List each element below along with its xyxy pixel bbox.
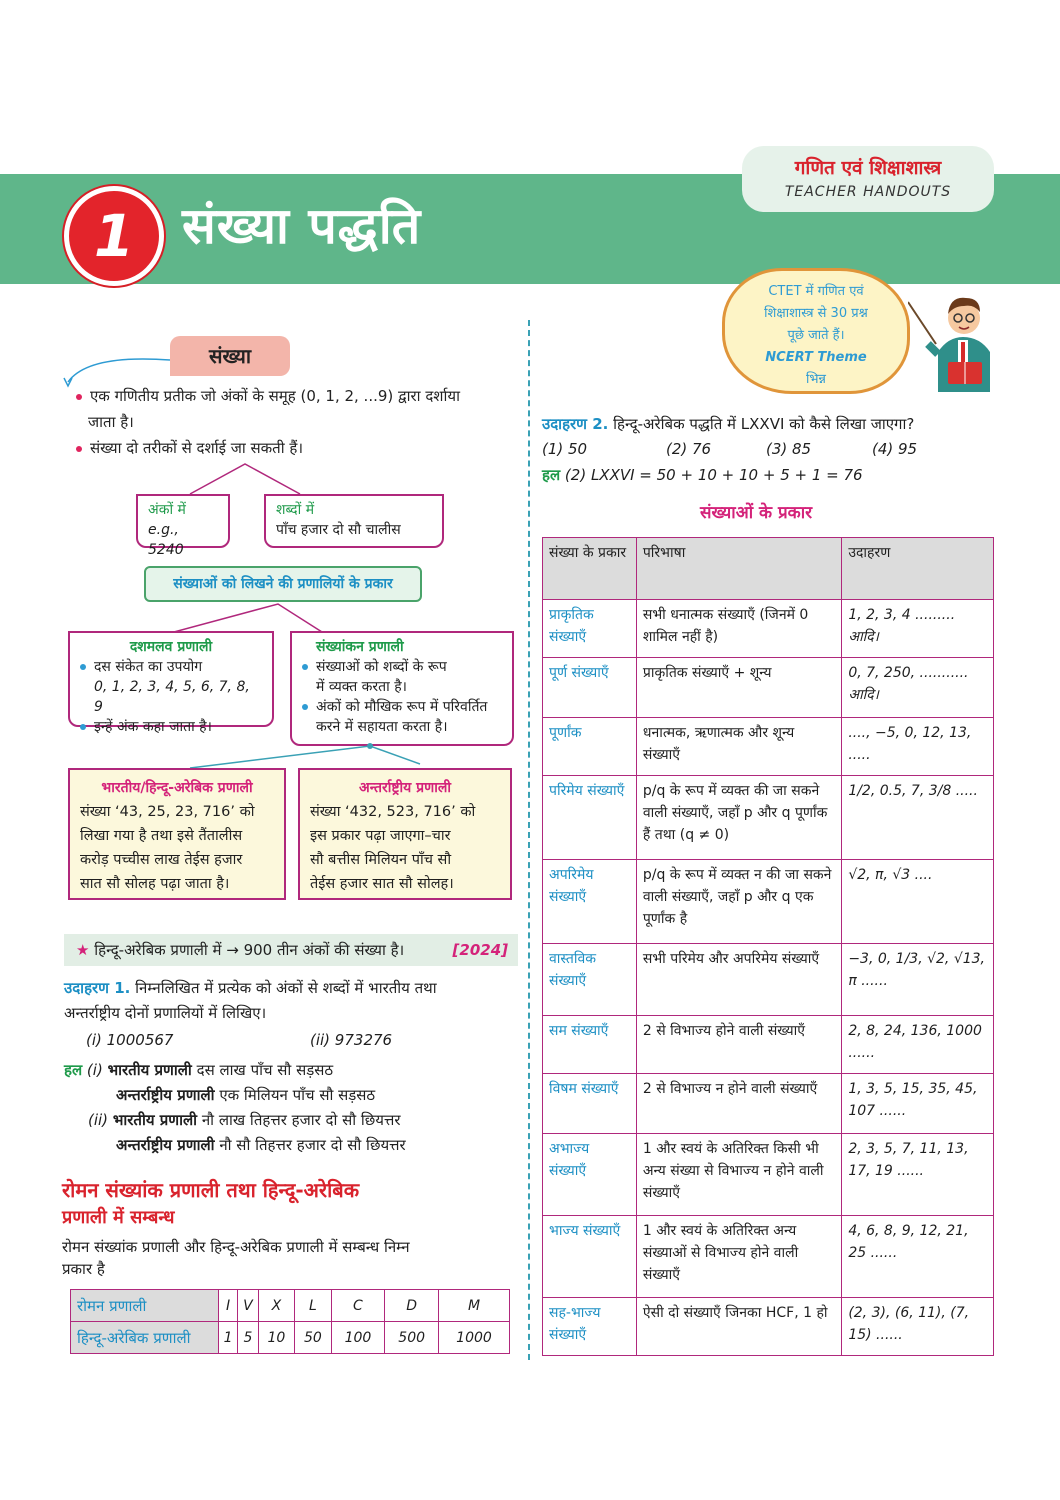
option: (4) 95 xyxy=(872,440,918,458)
callout-line: भिन्न xyxy=(806,372,826,387)
bullet-item: एक गणितीय प्रतीक जो अंकों के समूह (0, 1, 2, ...9) द्वारा दर्शाया xyxy=(76,383,516,409)
exam-year-badge: [2024] xyxy=(452,941,508,959)
column-divider xyxy=(528,320,530,1360)
option: (1) 50 xyxy=(542,440,588,458)
international-system-box: अन्तर्राष्ट्रीय प्रणाली संख्या ‘432, 523, 716’ को इस प्रकार पढ़ा जाएगा–चार सौ बत्तीस मिलियन पाँच सौ तेईस हजार सात सौ सोलह। xyxy=(298,768,512,900)
branch-connector xyxy=(170,602,350,632)
bullet-dot-icon xyxy=(80,724,86,730)
types-heading: संख्याओं के प्रकार xyxy=(700,503,813,523)
option: (ii) 973276 xyxy=(310,1031,393,1049)
example-1-solution: हल (i) भारतीय प्रणाली दस लाख पाँच सौ सड़सठ अन्तर्राष्ट्रीय प्रणाली एक मिलियन पाँच सौ सड़सठ (ii) भारतीय प्रणाली नौ लाख तिहत्तर हजार दो सौ छियत्तर अन्तर्राष्ट्रीय प्रणाली नौ सौ तिहत्तर हजार दो सौ छियत्तर xyxy=(64,1061,406,1154)
bullet-dot-icon xyxy=(76,394,82,400)
words-example: पाँच हजार दो सौ चालीस xyxy=(276,522,401,538)
table-header-row: संख्या के प्रकार परिभाषा उदाहरण xyxy=(543,538,994,600)
callout-line: पूछे जाते हैं। xyxy=(787,328,845,343)
words-title: शब्दों में xyxy=(276,502,315,518)
chapter-title: संख्या पद्धति xyxy=(182,197,422,255)
roman-hindu-arabic-table xyxy=(70,1289,510,1354)
table-row: हिन्दू-अरेबिक प्रणाली 1 5 10 50 100 500 1000 xyxy=(71,1322,510,1354)
decimal-system-box: दशमलव प्रणाली दस संकेत का उपयोग 0, 1, 2, 3, 4, 5, 6, 7, 8, 9 इन्हें अंक कहा जाता है। xyxy=(68,631,274,727)
option: (i) 1000567 xyxy=(86,1031,174,1049)
note-text: हिन्दू-अरेबिक प्रणाली में → 900 तीन अंकों की संख्या है। xyxy=(94,941,405,959)
example-1: उदाहरण 1. निम्नलिखित में प्रत्येक को अंकों से शब्दों में भारतीय तथा अन्तर्राष्ट्रीय दोनों प्रणालियों में लिखिए। (i) 1000567 (ii) 973276 xyxy=(64,976,520,1056)
table-row: रोमन प्रणाली I V X L C D M xyxy=(71,1290,510,1322)
decimal-title: दशमलव प्रणाली xyxy=(129,639,213,655)
digits-title: अंकों में xyxy=(148,502,186,518)
indian-system-box: भारतीय/हिन्दू-अरेबिक प्रणाली संख्या ‘43, 25, 23, 716’ को लिखा गया है तथा इसे तैंतालीस करोड़ पच्चीस लाख तेईस हजार सात सौ सोलह पढ़ा जाता है। xyxy=(68,768,286,900)
table-row: भाज्य संख्याएँ 1 और स्वयं के अतिरिक्त अन्य संख्याओं से विभाज्य होने वाली संख्याएँ 4, 6, 8, 9, 12, 21, 25 ...... xyxy=(543,1216,994,1298)
callout-cloud xyxy=(722,268,910,394)
bullet-item-cont: जाता है। xyxy=(88,413,134,431)
table-row: सह-भाज्य संख्याएँ ऐसी दो संख्याएँ जिनका HCF, 1 हो (2, 3), (6, 11), (7, 15) ...... xyxy=(543,1298,994,1356)
numeration-system-box: संख्यांकन प्रणाली संख्याओं को शब्दों के रूप में व्यक्त करता है। अंकों को मौखिक रूप में परिवर्तित करने में सहायता करता है। xyxy=(290,631,514,746)
callout-line: CTET में गणित एवं xyxy=(768,284,864,299)
table-row: परिमेय संख्याएँ p/q के रूप में व्यक्त की जा सकने वाली संख्याएँ, जहाँ p और q पूर्णांक हैं तथा (q ≠ 0) 1/2, 0.5, 7, 3/8 ..... xyxy=(543,776,994,860)
callout-line: शिक्षाशास्त्र से 30 प्रश्न xyxy=(764,306,868,321)
digits-box xyxy=(136,494,230,558)
solution-label: हल xyxy=(64,1061,83,1079)
number-types-table xyxy=(542,537,994,1356)
words-box xyxy=(264,494,444,548)
exam-note-bar xyxy=(64,934,518,966)
branch-connector xyxy=(180,742,430,770)
example-2: उदाहरण 2. हिन्दू-अरेबिक पद्धति में LXXVI को कैसे लिखा जाएगा? (1) 50 (2) 76 (3) 85 (4) 95 हल (2) LXXVI = 50 + 10 + 10 + 5 + 1 = 76 xyxy=(542,415,918,484)
teacher-illustration-icon xyxy=(908,282,1008,392)
chapter-number-badge xyxy=(64,186,164,286)
systems-heading: संख्याओं को लिखने की प्रणालियों के प्रकार xyxy=(144,566,422,602)
indian-title: भारतीय/हिन्दू-अरेबिक प्रणाली xyxy=(101,780,253,796)
decimal-digits: 0, 1, 2, 3, 4, 5, 6, 7, 8, 9 xyxy=(94,679,250,715)
roman-section: रोमन संख्यांक प्रणाली तथा हिन्दू-अरेबिक प्रणाली में सम्बन्ध रोमन संख्यांक प्रणाली और हिन्दू-अरेबिक प्रणाली में सम्बन्ध निम्न प्रकार है xyxy=(62,1176,522,1280)
numeration-title: संख्यांकन प्रणाली xyxy=(316,639,404,655)
chapter-number: 1 xyxy=(93,202,135,270)
callout-line: NCERT Theme xyxy=(765,350,867,365)
series-title: गणित एवं शिक्षाशास्त्र xyxy=(794,157,942,179)
series-subtitle: TEACHER HANDOUTS xyxy=(784,184,952,200)
option: (2) 76 xyxy=(666,440,712,458)
bullet-dot-icon xyxy=(80,664,86,670)
option: (3) 85 xyxy=(766,440,812,458)
bullet-item: संख्या दो तरीकों से दर्शाई जा सकती हैं। xyxy=(76,435,516,461)
example-label: उदाहरण 2. xyxy=(542,415,609,433)
star-icon: ★ xyxy=(76,941,90,959)
table-row: पूर्णांक धनात्मक, ऋणात्मक और शून्य संख्याएँ ...., −5, 0, 12, 13, ..... xyxy=(543,718,994,776)
example-label: उदाहरण 1. xyxy=(64,979,131,997)
table-row: पूर्ण संख्याएँ प्राकृतिक संख्याएँ + शून्य 0, 7, 250, ........... आदि। xyxy=(543,658,994,718)
section-tag-sankhya: संख्या xyxy=(170,336,290,376)
definition-bullets xyxy=(76,383,516,461)
bullet-dot-icon xyxy=(76,446,82,452)
table-row: अभाज्य संख्याएँ 1 और स्वयं के अतिरिक्त किसी भी अन्य संख्या से विभाज्य न होने वाली संख्याएँ 2, 3, 5, 7, 11, 13, 17, 19 ...... xyxy=(543,1134,994,1216)
table-row: सम संख्याएँ 2 से विभाज्य होने वाली संख्याएँ 2, 8, 24, 136, 1000 ...... xyxy=(543,1016,994,1074)
table-row: विषम संख्याएँ 2 से विभाज्य न होने वाली संख्याएँ 1, 3, 5, 15, 35, 45, 107 ...... xyxy=(543,1074,994,1134)
solution-label: हल xyxy=(542,466,561,484)
international-title: अन्तर्राष्ट्रीय प्रणाली xyxy=(359,780,451,796)
bullet-dot-icon xyxy=(302,664,308,670)
table-row: वास्तविक संख्याएँ सभी परिमेय और अपरिमेय संख्याएँ −3, 0, 1/3, √2, √13, π ...... xyxy=(543,944,994,1016)
bullet-dot-icon xyxy=(302,704,308,710)
table-row: प्राकृतिक संख्याएँ सभी धनात्मक संख्याएँ (जिनमें 0 शामिल नहीं है) 1, 2, 3, 4 ......... आदि। xyxy=(543,600,994,658)
digits-example: e.g., 5240 xyxy=(148,522,184,558)
branch-connector xyxy=(180,462,310,496)
roman-heading: रोमन संख्यांक प्रणाली तथा हिन्दू-अरेबिक xyxy=(62,1178,360,1202)
table-row: अपरिमेय संख्याएँ p/q के रूप में व्यक्त न की जा सकने वाली संख्याएँ, जहाँ p और q एक पूर्णांक है √2, π, √3 .... xyxy=(543,860,994,944)
series-badge xyxy=(742,146,994,212)
